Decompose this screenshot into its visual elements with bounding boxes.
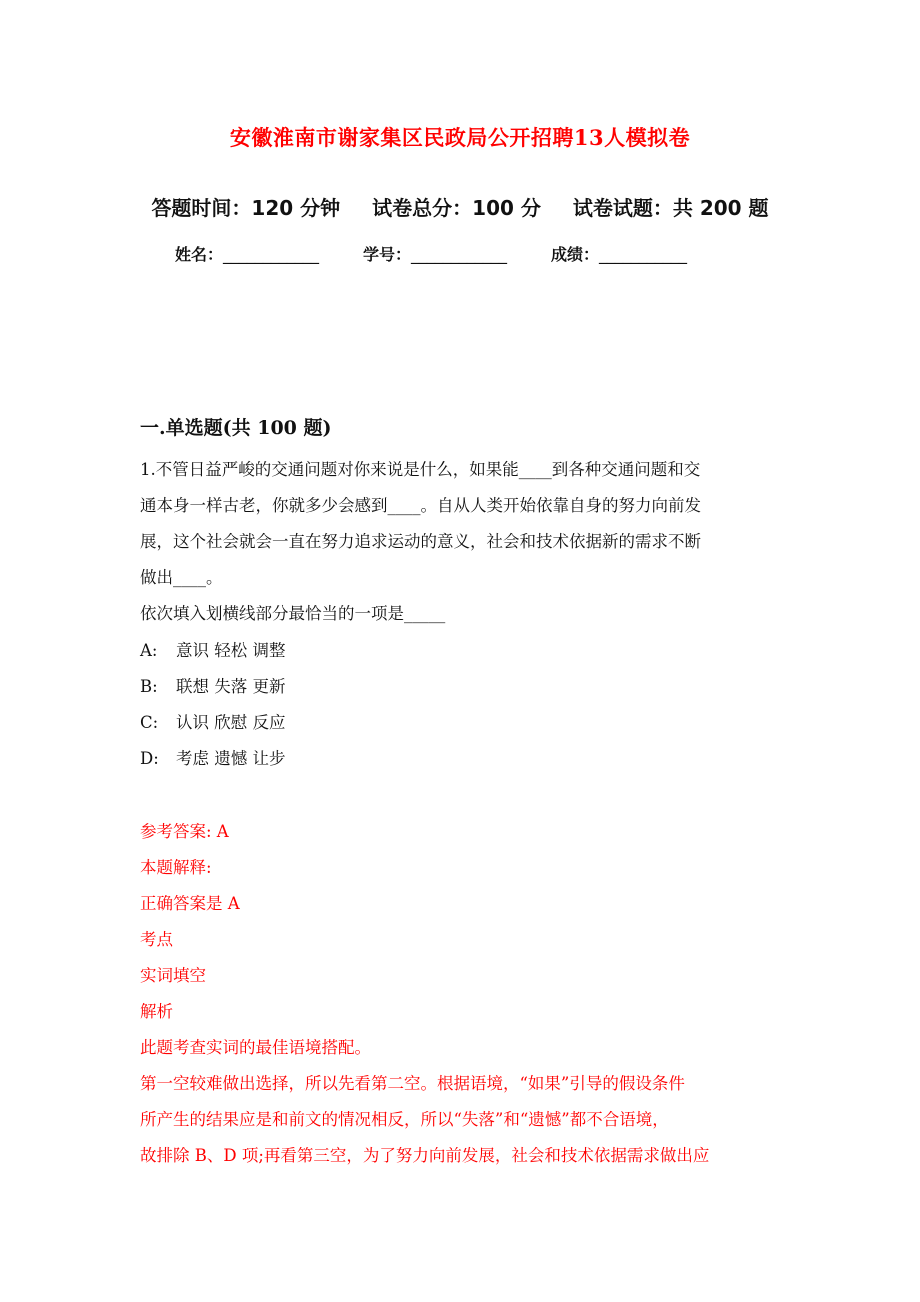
- topic-heading: 考点: [140, 930, 173, 949]
- name-label: 姓名：: [175, 245, 224, 264]
- correct-answer: 正确答案是 A: [140, 894, 240, 913]
- exam-total-questions: 试卷试题：共 200 题: [572, 196, 769, 220]
- score-label: 成绩：: [551, 245, 600, 264]
- analysis-line: 故排除 B、D 项;再看第三空，为了努力向前发展，社会和技术依据需求做出应: [140, 1146, 710, 1165]
- option-text: 考虑 遗憾 让步: [176, 749, 286, 768]
- analysis-line: 此题考查实词的最佳语境搭配。: [140, 1038, 371, 1057]
- topic-value: 实词填空: [140, 966, 206, 985]
- option-letter: C:: [140, 713, 159, 732]
- explanation-heading: 本题解释:: [140, 858, 212, 877]
- student-id-label: 学号：: [363, 245, 412, 264]
- option-a: [140, 637, 286, 661]
- option-letter: B:: [140, 677, 158, 696]
- question-line: 做出____。: [140, 568, 223, 587]
- option-d: [140, 745, 286, 769]
- document-title: 安徽淮南市谢家集区民政局公开招聘13人模拟卷: [229, 125, 691, 150]
- question-line: 展，这个社会就会一直在努力追求运动的意义，社会和技术依据新的需求不断: [140, 532, 701, 551]
- option-text: 联想 失落 更新: [176, 677, 286, 696]
- student-id-blank: ____________: [411, 245, 508, 264]
- exam-time: 答题时间：120 分钟: [151, 196, 341, 220]
- answer-explanation: [140, 814, 780, 1174]
- option-letter: D:: [140, 749, 159, 768]
- question-prompt: 依次填入划横线部分最恰当的一项是_____: [140, 604, 446, 623]
- reference-answer: 参考答案: A: [140, 822, 229, 841]
- exam-meta-row: [0, 192, 920, 221]
- analysis-line: 第一空较难做出选择，所以先看第二空。根据语境，“如果”引导的假设条件: [140, 1074, 685, 1093]
- option-text: 意识 轻松 调整: [176, 641, 286, 660]
- analysis-line: 所产生的结果应是和前文的情况相反，所以“失落”和“遗憾”都不合语境，: [140, 1110, 669, 1129]
- option-letter: A:: [140, 641, 158, 660]
- question-line: 1.不管日益严峻的交通问题对你来说是什么，如果能____到各种交通问题和交: [140, 460, 701, 479]
- student-info-row: [175, 242, 795, 265]
- section-title: 一.单选题(共 100 题): [140, 417, 332, 439]
- name-blank: ____________: [223, 245, 320, 264]
- question-line: 通本身一样古老，你就多少会感到____。自从人类开始依靠自身的努力向前发: [140, 496, 701, 515]
- analysis-heading: 解析: [140, 1002, 173, 1021]
- exam-total-score: 试卷总分：100 分: [372, 196, 541, 220]
- question-stem: [140, 452, 780, 632]
- option-text: 认识 欣慰 反应: [176, 713, 286, 732]
- option-c: [140, 709, 286, 733]
- option-b: [140, 673, 286, 697]
- score-blank: ___________: [599, 245, 688, 264]
